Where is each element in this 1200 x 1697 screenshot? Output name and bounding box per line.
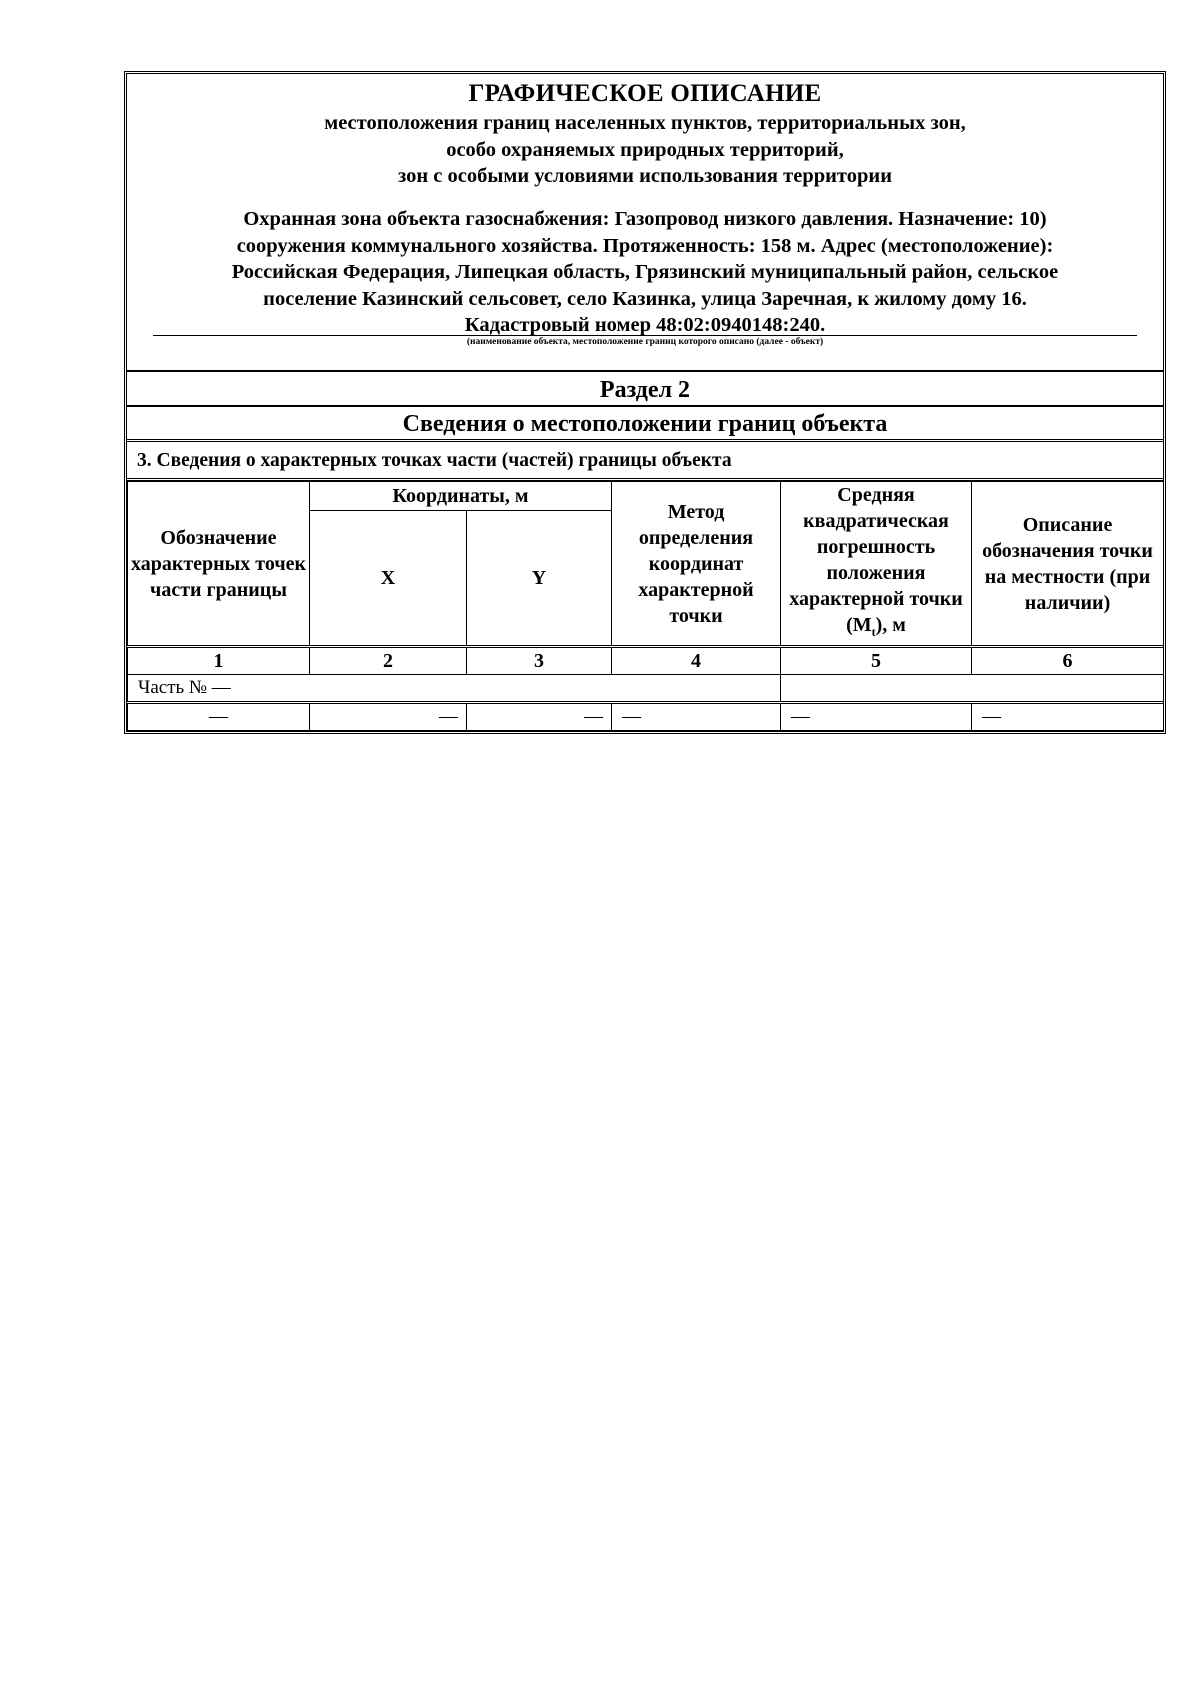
name-caption: (наименование объекта, местоположение границ которого описано (далее - объект) — [466, 337, 824, 347]
table-cell: — — [310, 703, 467, 731]
document-title: ГРАФИЧЕСКОЕ ОПИСАНИЕ — [468, 80, 822, 107]
document-header — [127, 74, 1163, 372]
column-number: 6 — [972, 647, 1164, 675]
object-line: Российская Федерация, Липецкая область, Грязинский муниципальный район, сельское — [231, 261, 1059, 283]
col-header-x: X — [310, 510, 467, 646]
col-header-point-designation: Обозначение характерных точек части границы — [128, 482, 310, 647]
coordinates-table — [127, 481, 1164, 731]
object-line: сооружения коммунального хозяйства. Протяженность: 158 м. Адрес (местоположение): — [236, 234, 1054, 257]
table-cell: — — [128, 703, 310, 731]
object-description — [127, 206, 1163, 339]
part-row — [128, 675, 1164, 703]
col-header-accuracy — [781, 482, 972, 647]
subtitle-line: особо охраняемых природных территорий, — [446, 138, 844, 161]
object-line: Охранная зона объекта газоснабжения: Газопровод низкого давления. Назначение: 10) — [243, 208, 1047, 230]
table-cell: — — [972, 703, 1164, 731]
cadastral-number: Кадастровый номер 48:02:0940148:240. — [464, 314, 826, 336]
object-line: поселение Казинский сельсовет, село Казинка, улица Заречная, к жилому дому 16. — [263, 287, 1027, 310]
name-underline — [153, 335, 1137, 336]
document-subtitle — [127, 110, 1163, 190]
subtitle-line: зон с особыми условиями использования территории — [397, 165, 893, 187]
col-header-coordinates: Координаты, м — [310, 482, 612, 511]
section-number: Раздел 2 — [127, 372, 1163, 407]
table-header-row — [128, 482, 1164, 511]
column-number: 4 — [612, 647, 781, 675]
column-number: 3 — [467, 647, 612, 675]
table-cell: — — [781, 703, 972, 731]
column-number: 2 — [310, 647, 467, 675]
column-number: 1 — [128, 647, 310, 675]
col-header-y: Y — [467, 510, 612, 646]
part-label: Часть № — — [128, 675, 781, 703]
table-cell: — — [612, 703, 781, 731]
accuracy-label: Средняя квадратическая погрешность положения характерной точки (M — [789, 484, 963, 636]
table-cell: — — [467, 703, 612, 731]
section-title: Сведения о местоположении границ объекта — [127, 407, 1163, 442]
table-row — [128, 703, 1164, 731]
col-header-method: Метод определения координат характерной точки — [612, 482, 781, 647]
column-number: 5 — [781, 647, 972, 675]
column-numbers-row — [128, 647, 1164, 675]
part-empty-cell — [781, 675, 1164, 703]
subtitle-line: местоположения границ населенных пунктов, территориальных зон, — [324, 112, 966, 134]
accuracy-subscript: t — [871, 625, 876, 639]
accuracy-unit: ), м — [875, 614, 906, 636]
document-frame — [124, 71, 1166, 734]
col-header-description: Описание обозначения точки на местности (при наличии) — [972, 482, 1164, 647]
subsection-heading: 3. Сведения о характерных точках части (частей) границы объекта — [127, 442, 1163, 481]
